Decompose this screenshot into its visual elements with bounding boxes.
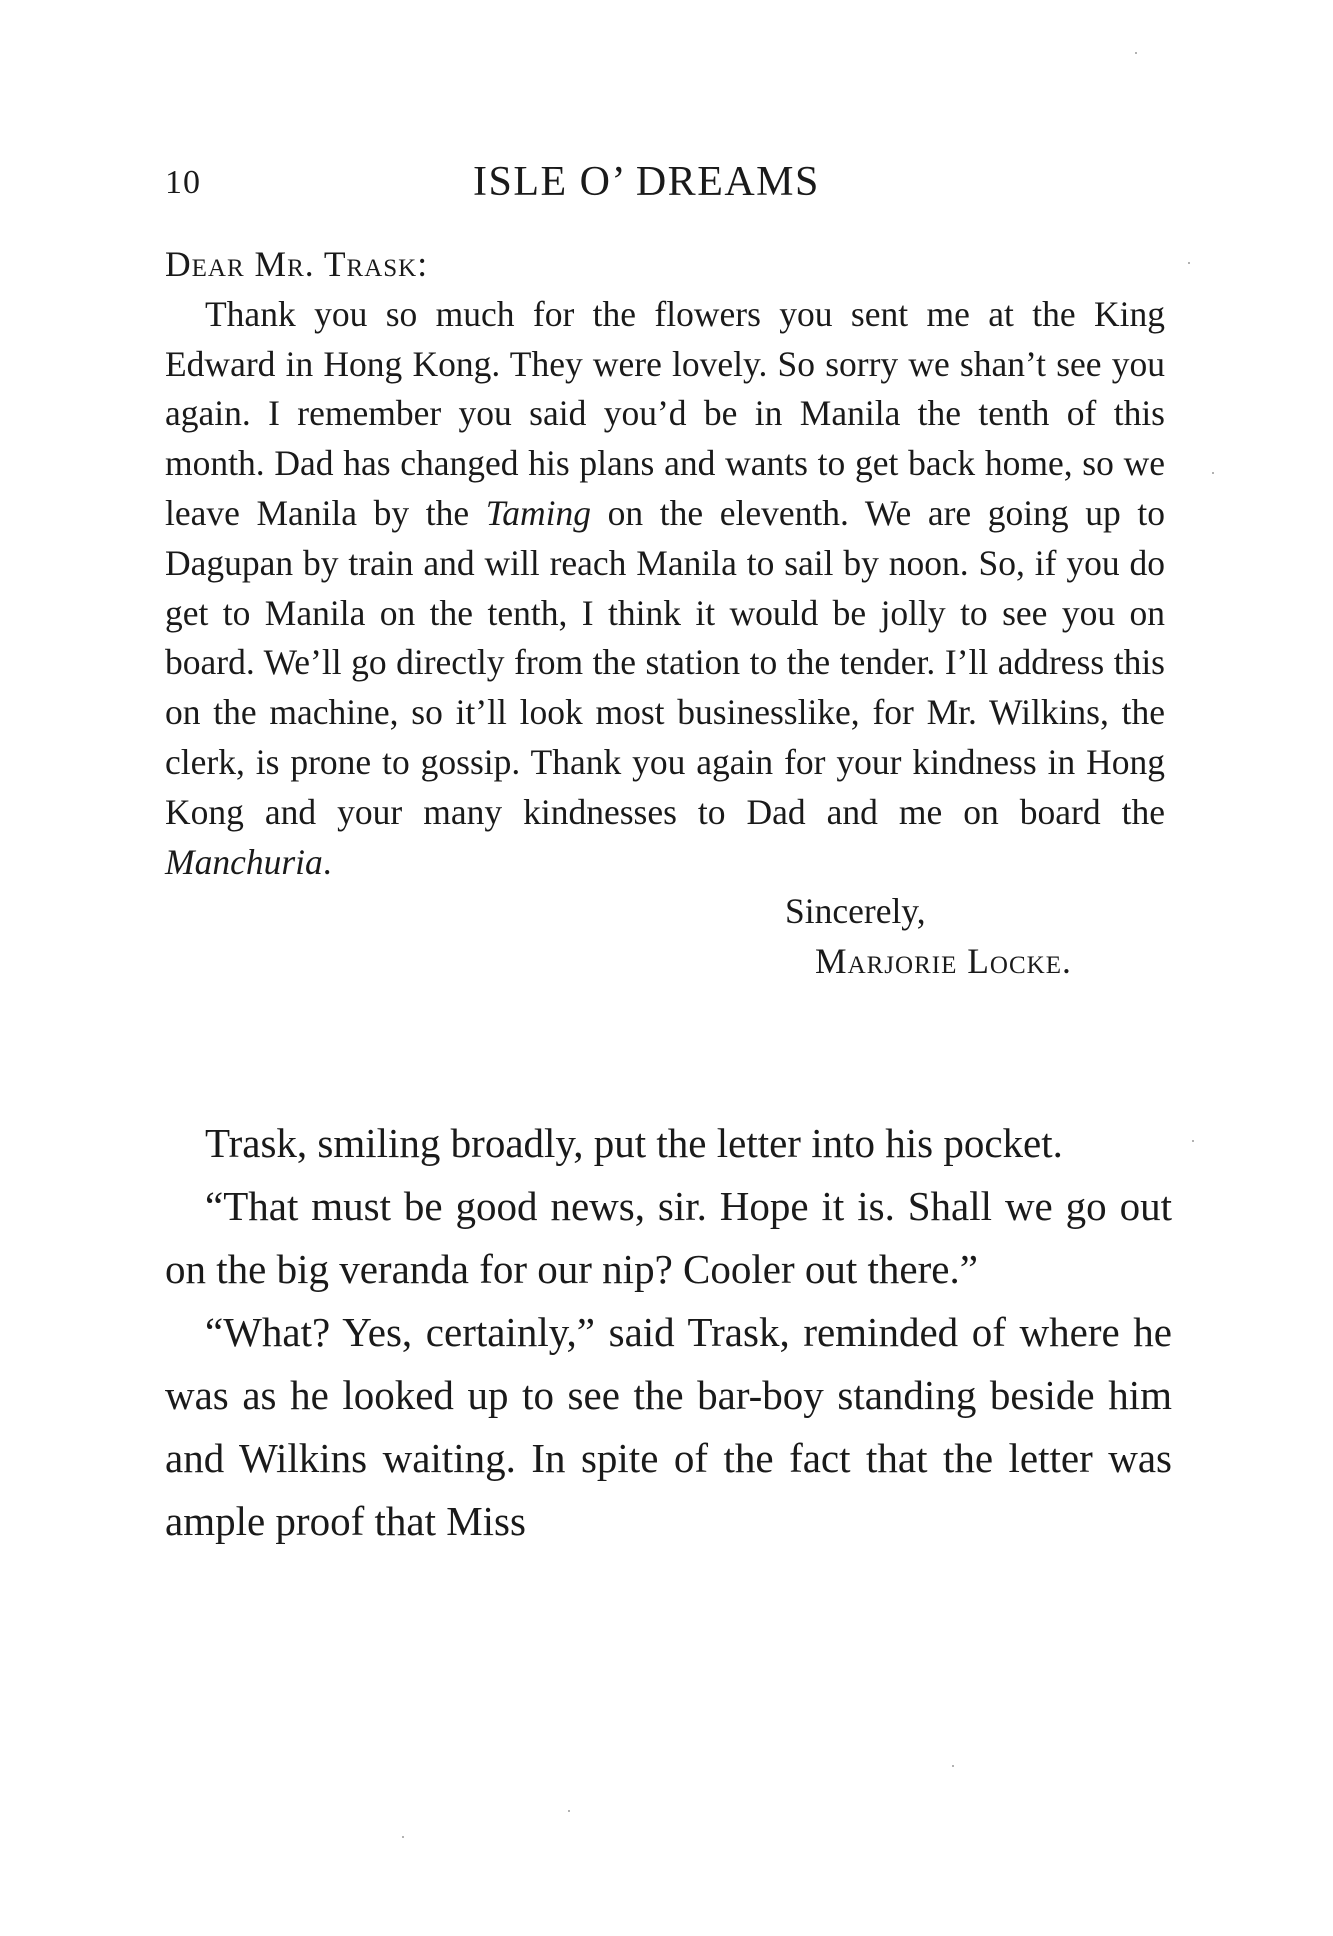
letter-signature: Marjorie Locke.: [815, 941, 1072, 982]
ship-name-manchuria: Manchuria: [165, 841, 323, 882]
paper-speck: [1188, 262, 1190, 264]
page-number: 10: [165, 164, 201, 201]
letter-body-part2: on the eleventh. We are going up to Dagupan by train and will reach Manila to sail by noon. So, if you do get to Manila on the tenth, I think it would be jolly to see you on board. We’ll go directly from the station to the tender. I’ll address this on the machine, so it’ll look most businesslike, for Mr. Wilkins, the clerk, is prone to gossip. Thank you again for your kindness in Hong Kong and your many kindnesses to Dad and me on board the: [165, 492, 1165, 832]
letter-closing: Sincerely,: [785, 891, 926, 932]
running-title: ISLE O’ DREAMS: [473, 159, 820, 205]
letter: [165, 240, 1165, 987]
paper-speck: [1212, 472, 1214, 474]
letter-body-end: .: [322, 841, 332, 882]
paper-speck: [568, 1810, 570, 1812]
letter-salutation: Dear Mr. Trask:: [165, 244, 429, 284]
paper-speck: [402, 1836, 404, 1838]
narrative-paragraph: Trask, smiling broadly, put the letter into his pocket.: [205, 1120, 1063, 1166]
narrative-text: [165, 1112, 1172, 1553]
running-head: [165, 158, 1175, 214]
ship-name-taming: Taming: [485, 492, 592, 533]
narrative-paragraph: “What? Yes, certainly,” said Trask, reminded of where he was as he looked up to see the bar-boy standing beside him and Wilkins waiting. In spite of the fact that the letter was ample proof that Miss: [165, 1309, 1172, 1544]
paper-speck: [1192, 1140, 1194, 1142]
letter-body-part1: Thank you so much for the flowers you sent me at the King Edward in Hong Kong. They were lovely. So sorry we shan’t see you again. I remember you said you’d be in Manila the tenth of this month. Dad has changed his plans and wants to get back home, so we leave Manila by the: [165, 293, 1165, 533]
paper-speck: [1135, 52, 1137, 54]
paper-speck: [952, 1765, 954, 1767]
letter-body: [165, 290, 1165, 888]
narrative-paragraph: “That must be good news, sir. Hope it is. Shall we go out on the big veranda for our nip? Cooler out there.”: [165, 1183, 1172, 1292]
